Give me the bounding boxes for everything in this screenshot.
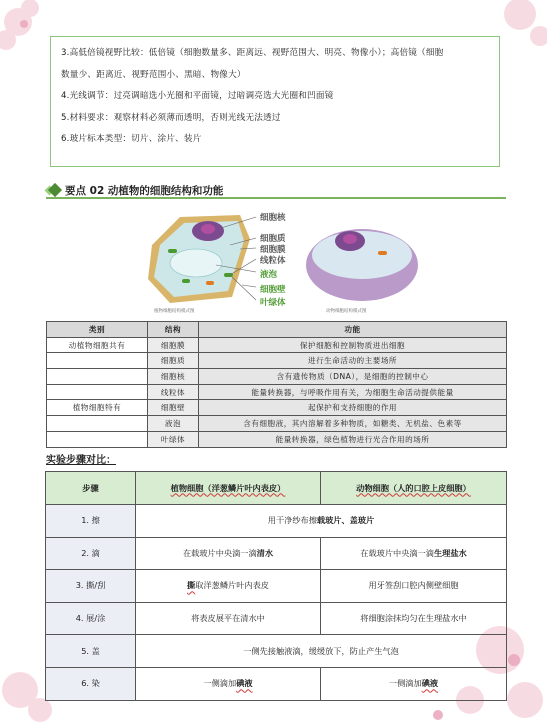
column-header: 功能 (199, 322, 507, 338)
function-cell: 保护细胞和控制物质进出细胞 (199, 337, 507, 353)
animal-cell: 将细胞涂抹均匀在生理盐水中 (321, 602, 507, 635)
function-cell: 进行生命活动的主要场所 (199, 353, 507, 369)
animal-cell: 一侧滴加碘液 (321, 667, 507, 700)
step-cell: 2. 滴 (46, 537, 136, 570)
table-row (46, 537, 507, 570)
label-cytoplasm: 细胞质 (260, 234, 286, 244)
table-row (46, 570, 507, 603)
structure-cell: 细胞质 (148, 353, 199, 369)
note-line: 数量少、距离近、视野范围小、黑暗、物像大） (61, 69, 246, 80)
divider (46, 197, 506, 199)
plant-cell: 撕取洋葱鳞片叶内表皮 (136, 570, 321, 603)
table-row (47, 431, 507, 447)
plant-cell: 在载玻片中央滴一滴清水 (136, 537, 321, 570)
table-row (47, 369, 507, 385)
steps-label: 实验步骤对比： (46, 455, 116, 466)
label-nucleus: 细胞核 (260, 213, 286, 223)
category-cell: 植物细胞特有 (47, 400, 148, 416)
table-header-row (47, 322, 507, 338)
structure-cell: 细胞壁 (148, 400, 199, 416)
section-heading (46, 183, 506, 203)
step-cell: 3. 撕/刮 (46, 570, 136, 603)
step-cell: 6. 染 (46, 667, 136, 700)
table-header-row (46, 472, 507, 505)
category-cell (47, 369, 148, 385)
table-row (46, 505, 507, 538)
structure-cell: 线粒体 (148, 384, 199, 400)
label-mitochondria: 线粒体 (260, 256, 286, 266)
note-line: 4.光线调节：过亮调暗选小光圈和平面镜，过暗调亮选大光圈和凹面镜 (61, 91, 334, 101)
table-row (47, 384, 507, 400)
cell-diagram (140, 205, 430, 317)
table-row (46, 667, 507, 700)
structure-cell: 细胞膜 (148, 337, 199, 353)
plant-cell: 将表皮展平在清水中 (136, 602, 321, 635)
category-cell (47, 384, 148, 400)
column-header: 结构 (148, 322, 199, 338)
category-cell (47, 416, 148, 432)
category-cell (47, 431, 148, 447)
plant-cell: 一侧滴加碘液 (136, 667, 321, 700)
caption-plant: 植物细胞结构模式图 (154, 309, 195, 314)
notes-box (50, 36, 500, 167)
label-membrane: 细胞膜 (260, 245, 286, 255)
table-row (47, 416, 507, 432)
section-title: 要点 02 动植物的细胞结构和功能 (65, 185, 224, 197)
column-header: 类别 (47, 322, 148, 338)
note-line: 3.高低倍镜视野比较：低倍镜（细胞数量多、距离远、视野范围大、明亮、物像小）；高倍镜（细胞 (61, 48, 444, 58)
structure-table (46, 321, 507, 448)
diamond-icon (48, 183, 62, 197)
function-cell: 含有细胞液，其内溶解着多种物质，如糖类、无机盐、色素等 (199, 416, 507, 432)
note-line: 6.玻片标本类型：切片、涂片、装片 (61, 134, 202, 144)
label-chloroplast: 叶绿体 (260, 298, 286, 308)
table-row (46, 602, 507, 635)
category-cell (47, 353, 148, 369)
label-cell-wall: 细胞壁 (260, 285, 286, 295)
step-cell: 1. 擦 (46, 505, 136, 538)
function-cell: 含有遗传物质（DNA），是细胞的控制中心 (199, 369, 507, 385)
function-cell: 能量转换器，与呼吸作用有关，为细胞生命活动提供能量 (199, 384, 507, 400)
category-cell: 动植物细胞共有 (47, 337, 148, 353)
structure-cell: 细胞核 (148, 369, 199, 385)
function-cell: 起保护和支持细胞的作用 (199, 400, 507, 416)
table-row (47, 353, 507, 369)
structure-cell: 叶绿体 (148, 431, 199, 447)
column-header: 植物细胞（洋葱鳞片叶内表皮） (136, 472, 321, 505)
step-cell: 4. 展/涂 (46, 602, 136, 635)
table-row (46, 635, 507, 668)
merged-cell: 用干净纱布擦载玻片、盖玻片 (136, 505, 507, 538)
caption-animal: 动物细胞结构模式图 (326, 309, 367, 314)
animal-cell: 在载玻片中央滴一滴生理盐水 (321, 537, 507, 570)
merged-cell: 一侧先接触液滴，缓缓放下，防止产生气泡 (136, 635, 507, 668)
note-line: 5.材料要求：观察材料必须薄而透明，否则光线无法透过 (61, 112, 281, 123)
structure-cell: 液泡 (148, 416, 199, 432)
label-vacuole: 液泡 (260, 270, 278, 280)
column-header: 步骤 (46, 472, 136, 505)
steps-table (45, 471, 507, 701)
function-cell: 能量转换器，绿色植物进行光合作用的场所 (199, 431, 507, 447)
animal-cell: 用牙签刮口腔内侧壁细胞 (321, 570, 507, 603)
column-header: 动物细胞（人的口腔上皮细胞） (321, 472, 507, 505)
table-row (47, 337, 507, 353)
table-row (47, 400, 507, 416)
step-cell: 5. 盖 (46, 635, 136, 668)
